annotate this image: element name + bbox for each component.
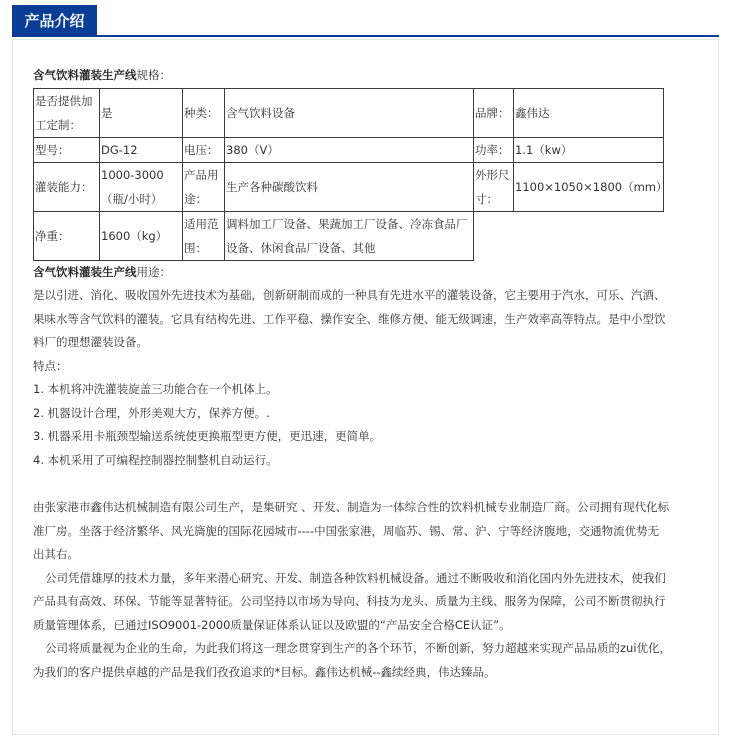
spec-empty-cell bbox=[474, 211, 514, 260]
usage-heading bbox=[33, 261, 697, 285]
usage-line: 果味水等含气饮料的灌装。它具有结构先进、工作平稳、操作安全、维修方便、能无级调速，生产效率高等特点。是中小型饮 bbox=[33, 311, 666, 326]
spec-heading-suffix: 规格： bbox=[136, 68, 171, 82]
quality-line: 公司将质量视为企业的生命，为此我们将这一理念贯穿到生产的各个环节，不断创新，努力超越来实现产品品质的zui优化， bbox=[45, 641, 672, 655]
spec-value-capacity: 1000-3000（瓶/小时） bbox=[100, 162, 183, 211]
company-intro-line: 由张家港市鑫伟达机械制造有限公司生产，是集研究 、开发、制造为一体综合性的饮料机械专业制造厂商。公司拥有现代化标 bbox=[33, 500, 670, 514]
product-description-panel bbox=[12, 39, 719, 735]
spec-value-net-weight: 1600（kg） bbox=[100, 211, 183, 260]
spec-label-dimensions: 外形尺寸： bbox=[474, 162, 514, 211]
feature-item: 1. 本机将冲洗灌装旋盖三功能合在一个机体上。 bbox=[33, 382, 278, 396]
tech-strength-line: 公司凭借雄厚的技术力量，多年来潜心研究、开发、制造各种饮料机械设备。通过不断吸收和消化国内外先进技术，使我们 bbox=[45, 570, 666, 585]
features-title: 特点： bbox=[33, 358, 68, 373]
spec-label-voltage: 电压： bbox=[183, 137, 225, 162]
spec-label-purpose: 产品用途： bbox=[183, 162, 225, 211]
tab-bar bbox=[12, 0, 719, 37]
tech-strength-line: 质量管理体系，已通过ISO9001-2000质量保证体系认证以及欧盟的“产品安全合格CE认证”。 bbox=[33, 617, 511, 632]
tab-product-intro[interactable]: 产品介绍 bbox=[12, 5, 97, 37]
quality-line: 为我们的客户提供卓越的产品是我们孜孜追求的*目标。鑫伟达机械--鑫续经典，伟达臻品。 bbox=[33, 664, 496, 679]
spec-label-model: 型号： bbox=[34, 137, 100, 162]
spec-value-category: 含气饮料设备 bbox=[225, 88, 474, 137]
spec-value-customization: 是 bbox=[100, 88, 183, 137]
spec-value-scope: 调料加工厂设备、果蔬加工厂设备、冷冻食品厂设备、休闲食品厂设备、其他 bbox=[225, 211, 474, 260]
tech-strength-line: 产品具有高效、环保、节能等显著特征。公司坚持以市场为导向、科技为龙头、质量为主线、服务为保障，公司不断贯彻执行 bbox=[33, 594, 666, 608]
table-row bbox=[34, 211, 664, 260]
table-row bbox=[34, 137, 664, 162]
spec-value-model: DG-12 bbox=[100, 137, 183, 162]
feature-item: 4. 本机采用了可编程控制器控制整机自动运行。 bbox=[33, 452, 278, 467]
spec-label-net-weight: 净重： bbox=[34, 211, 100, 260]
feature-item: 3. 机器采用卡瓶颈型输送系统使更换瓶型更方便，更迅速，更简单。 bbox=[33, 429, 382, 443]
spec-table bbox=[33, 88, 668, 261]
usage-line: 是以引进、消化、吸收国外先进技术为基础，创新研制而成的一种具有先进水平的灌装设备，它主要用于汽水，可乐、汽酒、 bbox=[33, 288, 666, 302]
company-intro-line: 准厂房。坐落于经济繁华、风光旖旎的国际花园城市----中国张家港，周临苏、锡、常、沪、宁等经济腹地，交通物流优势无 bbox=[33, 523, 660, 538]
product-description-content bbox=[33, 64, 697, 684]
spec-value-brand: 鑫伟达 bbox=[514, 88, 664, 137]
spec-heading bbox=[33, 64, 697, 88]
usage-heading-product: 含气饮料灌装生产线 bbox=[33, 264, 137, 279]
spec-empty-cell bbox=[514, 211, 664, 260]
company-intro-line: 出其右。 bbox=[33, 547, 79, 561]
table-row bbox=[34, 162, 664, 211]
feature-item: 2. 机器设计合理，外形美观大方，保养方便。. bbox=[33, 405, 270, 420]
spec-label-customization: 是否提供加工定制： bbox=[34, 88, 100, 137]
usage-heading-suffix: 用途： bbox=[136, 264, 171, 279]
spec-label-scope: 适用范围： bbox=[183, 211, 225, 260]
spec-value-voltage: 380（V） bbox=[225, 137, 474, 162]
spec-heading-product: 含气饮料灌装生产线 bbox=[33, 68, 137, 82]
table-row bbox=[34, 88, 664, 137]
spec-value-power: 1.1（kw） bbox=[514, 137, 664, 162]
spec-label-capacity: 灌装能力： bbox=[34, 162, 100, 211]
usage-line: 料厂的理想灌装设备。 bbox=[33, 335, 148, 349]
paragraph-gap bbox=[33, 472, 697, 496]
spec-label-power: 功率： bbox=[474, 137, 514, 162]
spec-value-purpose: 生产各种碳酸饮料 bbox=[225, 162, 474, 211]
spec-label-category: 种类： bbox=[183, 88, 225, 137]
spec-value-dimensions: 1100×1050×1800（mm） bbox=[514, 162, 664, 211]
spec-label-brand: 品牌： bbox=[474, 88, 514, 137]
